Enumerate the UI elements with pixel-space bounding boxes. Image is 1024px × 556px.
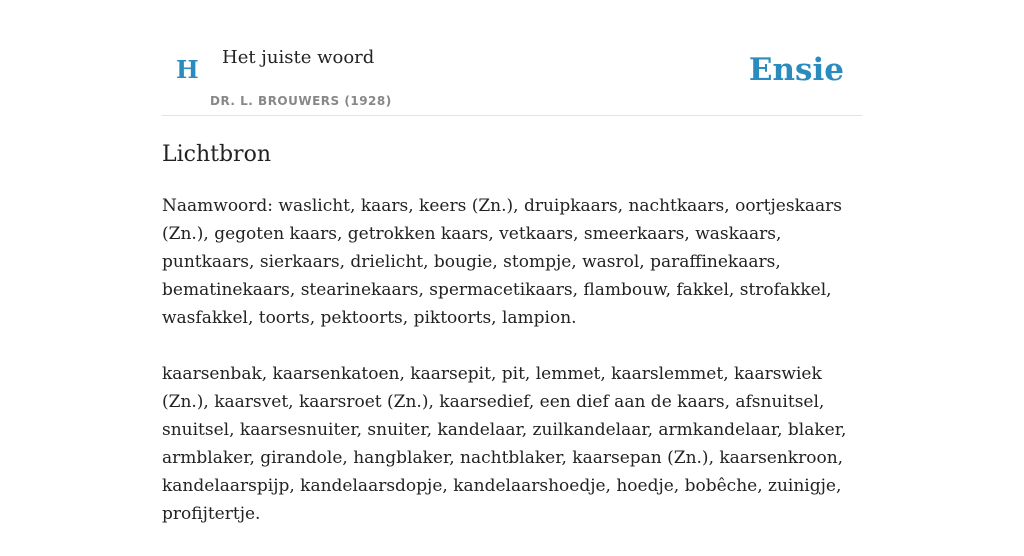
page-container: [162, 0, 862, 524]
book-title-link[interactable]: Het juiste woord: [222, 47, 375, 68]
book-logo[interactable]: H: [176, 55, 199, 84]
entry-paragraph: kaarsenbak, kaarsenkatoen, kaarsepit, pit, lemmet, kaarslemmet, kaarswiek (Zn.), kaarsvet, kaarsroet (Zn.), kaarsedief, een dief aan de kaars, afsnuitsel, snuitsel, kaarsesnuiter, snuiter, kandelaar, zuilkandelaar, armkandelaar, blaker, armblaker, girandole, hangblaker, nachtblaker, kaarsepan (Zn.), kaarsenkroon, kandelaarspijp, kandelaarsdopje, kandelaarshoedje, hoedje, bobêche, zuinigje, profijtertje.: [162, 364, 847, 524]
entry-paragraph: Naamwoord: waslicht, kaars, keers (Zn.), druipkaars, nachtkaars, oortjeskaars (Zn.), gegoten kaars, getrokken kaars, vetkaars, smeerkaars, waskaars, puntkaars, sierkaars, drielicht, bougie, stompje, wasrol, paraffinekaars, bematinekaars, stearinekaars, spermacetikaars, flambouw, fakkel, strofakkel, wasfakkel, toorts, pektoorts, piktoorts, lampion.: [162, 196, 842, 328]
book-author: DR. L. BROUWERS (1928): [210, 94, 392, 108]
entry-title: Lichtbron: [162, 142, 271, 167]
entry-body: [162, 192, 862, 556]
ensie-logo[interactable]: Ensie: [748, 52, 844, 88]
header: [162, 0, 862, 116]
